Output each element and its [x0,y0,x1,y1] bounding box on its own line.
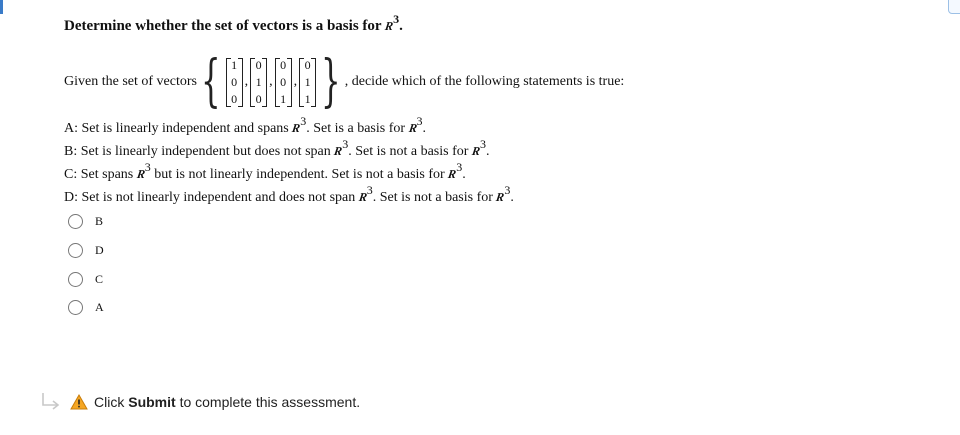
vector-entry: 0 [280,57,287,72]
radio-button[interactable] [68,300,83,315]
real-space-symbol: R [495,190,506,204]
radio-button[interactable] [68,214,83,229]
exponent: 3 [366,183,373,198]
corner-tab [948,0,960,14]
vector-entry: 0 [255,57,262,72]
submit-word: Submit [128,394,176,410]
given-suffix: , decide which of the following statements is true: [344,74,625,89]
given-vectors-row [64,50,624,114]
statement-end: . [510,190,514,205]
exponent: 3 [144,160,151,175]
left-brace: { [200,49,221,114]
statement-text: . Set is not a basis for [348,144,469,159]
radio-button[interactable] [68,243,83,258]
statement-b [64,137,490,160]
real-space-symbol: R [357,190,368,204]
option-label: C [95,272,104,286]
return-arrow-icon [40,392,62,412]
statement-end: . [422,121,427,136]
vector-entry: 0 [255,91,262,106]
vector-1 [226,57,243,108]
option-label: B [95,214,104,228]
real-space-symbol: R [384,19,395,33]
vector-entry: 1 [255,74,262,89]
statement-end: . [485,144,490,159]
submit-instruction [40,392,360,412]
vector-entry: 1 [304,74,311,89]
given-prefix: Given the set of vectors [64,74,197,89]
exponent: 3 [479,137,486,152]
vector-entry: 1 [231,57,238,72]
comma: , [269,74,273,89]
exponent: 3 [504,183,511,198]
statement-text: D: Set is not linearly independent and does not span [64,190,356,205]
statement-a [64,114,427,137]
statement-text: B: Set is linearly independent but does not span [64,144,331,159]
footer-text: Click [94,394,129,410]
exponent: 3 [300,114,307,129]
real-space-symbol: R [135,167,146,181]
statement-text: . Set is a basis for [306,121,406,136]
footer-text: to complete this assessment. [175,394,361,410]
option-d[interactable] [68,243,104,258]
real-space-symbol: R [471,144,481,158]
vector-entry: 0 [231,91,238,106]
comma: , [293,74,298,89]
vector-4 [299,57,316,108]
title-text: Determine whether the set of vectors is a basis for [64,18,382,34]
vector-entry: 0 [280,74,287,89]
option-a[interactable] [68,300,104,315]
vector-2 [250,57,267,108]
statement-c [64,160,466,183]
warning-icon [70,394,88,410]
question-title [64,12,403,35]
real-space-symbol: R [407,121,418,135]
statement-text: C: Set spans [64,167,134,182]
statement-end: . [462,167,466,182]
vector-entry: 1 [304,91,311,106]
vector-entry: 0 [304,57,311,72]
right-brace: } [321,49,341,114]
statement-text: but is not linearly independent. Set is not a basis for [150,167,445,182]
exponent: 3 [342,137,349,152]
exponent: 3 [456,160,463,175]
exponent: 3 [416,114,423,129]
radio-button[interactable] [68,272,83,287]
option-label: D [95,243,104,257]
vector-3 [275,57,292,108]
option-c[interactable] [68,272,103,287]
option-label: A [95,300,104,314]
option-b[interactable] [68,214,103,229]
real-space-symbol: R [333,144,344,158]
exponent: 3 [393,12,400,26]
comma: , [244,74,249,89]
left-accent-bar [0,0,3,14]
statement-text: A: Set is linearly independent and spans [64,121,289,136]
vector-entry: 0 [231,74,238,89]
title-period: . [399,18,403,34]
statement-text: . Set is not a basis for [372,190,493,205]
real-space-symbol: R [447,167,458,181]
statement-d [64,183,514,206]
real-space-symbol: R [291,121,302,135]
vector-entry: 1 [280,91,287,106]
